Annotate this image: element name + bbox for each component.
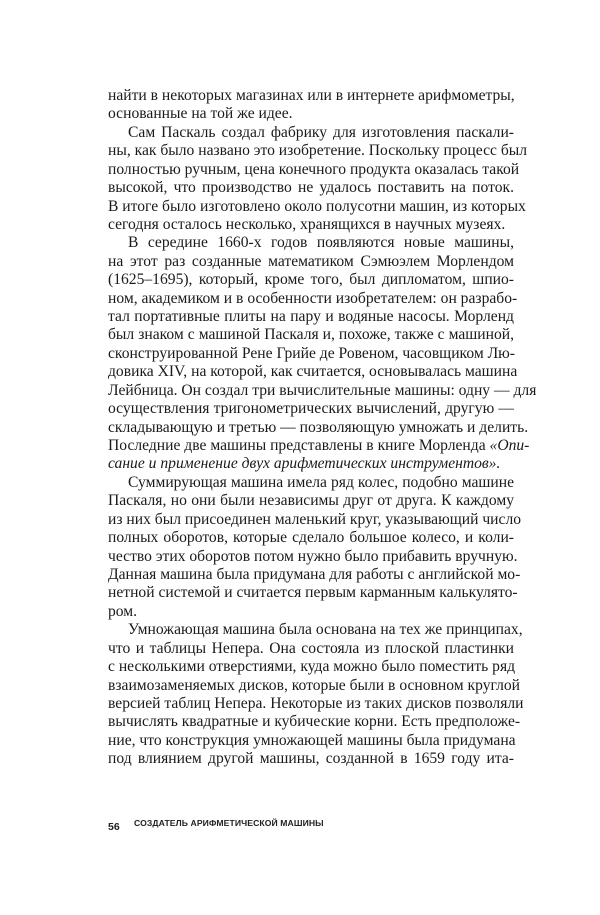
text-line: взаимозаменяемых дисков, которые были в основном круглой bbox=[108, 676, 521, 694]
text-line: под влиянием другой машины, созданной в 1659 году ита- bbox=[108, 750, 514, 768]
text-line-start: Последние две машины представлены в книге Морленда bbox=[108, 437, 486, 455]
text-line: ны, как было названо это изобретение. Поскольку процесс был bbox=[108, 142, 528, 160]
text-line: Паскаля, но они были независимы друг от друга. К каждому bbox=[108, 492, 514, 510]
text-line: на этот раз созданные математиком Сэмюэлем Морлендом bbox=[108, 252, 514, 270]
paragraph bbox=[108, 621, 524, 768]
text-line: был знаком с машиной Паскаля и, похоже, также с машиной, bbox=[108, 326, 514, 344]
text-line: полностью ручным, цена конечного продукта оказалась такой bbox=[108, 160, 520, 178]
paragraph bbox=[108, 473, 522, 621]
page-footer bbox=[108, 817, 324, 835]
text-line: версией таблиц Непера. Некоторые из таких дисков позволяли bbox=[108, 694, 524, 712]
text-line: (1625–1695), который, кроме того, был дипломатом, шпио- bbox=[108, 271, 514, 289]
text-line: сконструированной Рене Грийе де Ровеном, часовщиком Лю- bbox=[108, 344, 516, 362]
text-line: вычислять квадратные и кубические корни. Есть предположе- bbox=[108, 713, 521, 731]
text-line: ном, академиком и в особенности изобретателем: он разрабо- bbox=[108, 289, 518, 307]
running-title: СОЗДАТЕЛЬ АРИФМЕТИЧЕСКОЙ МАШИНЫ bbox=[134, 818, 324, 828]
text-line: Данная машина была придумана для работы с английской мо- bbox=[108, 565, 521, 583]
text-line: Сам Паскаль создал фабрику для изготовления паскали- bbox=[128, 123, 514, 141]
paragraph bbox=[108, 87, 514, 124]
text-line: ние, что конструкция умножающей машины была придумана bbox=[108, 731, 516, 749]
text-line: высокой, что производство не удалось поставить на поток. bbox=[108, 179, 514, 197]
text-line: ром. bbox=[108, 602, 138, 620]
text-line: довика XIV, на которой, как считается, основывалась машина bbox=[108, 363, 518, 381]
text-line: Суммирующая машина имела ряд колес, подобно машине bbox=[128, 473, 514, 491]
text-line: с несколькими отверстиями, куда можно было поместить ряд bbox=[108, 658, 516, 676]
text-line: найти в некоторых магазинах или в интернете арифмометры, bbox=[108, 87, 515, 104]
text-line: полных оборотов, которые сделало большое колесо, и коли- bbox=[108, 529, 514, 547]
text-line: из них был присоединен маленький круг, указывающий число bbox=[108, 510, 522, 528]
text-line: чество этих оборотов потом нужно было прибавить вручную. bbox=[108, 547, 518, 565]
text-line: Лейбница. Он создал три вычислительные машины: одну — для bbox=[108, 381, 537, 399]
text-line: Умножающая машина была основана на тех же принципах, bbox=[128, 621, 523, 639]
text-line bbox=[108, 437, 530, 455]
text-line: нетной системой и считается первым карманным калькулято- bbox=[108, 584, 518, 602]
text-line: основанные на той же идее. bbox=[108, 105, 293, 123]
page-number: 56 bbox=[108, 821, 120, 833]
page-body-text bbox=[108, 87, 537, 769]
text-line: В итоге было изготовлено около полусотни машин, из которых bbox=[108, 197, 526, 215]
text-line: тал портативные плиты на пару и водяные насосы. Морленд bbox=[108, 308, 514, 326]
text-line: осуществления тригонометрических вычислений, другую — bbox=[108, 400, 514, 418]
paragraph bbox=[108, 123, 528, 235]
book-title-italic-line: сание и применение двух арифметических инструментов». bbox=[108, 455, 501, 473]
book-title-italic: «Опи- bbox=[489, 437, 530, 455]
text-line: сегодня осталось несколько, хранящихся в научных музеях. bbox=[108, 215, 506, 233]
paragraph bbox=[108, 234, 537, 473]
text-line: складывающую и третью — позволяющую умножать и делить. bbox=[108, 418, 529, 436]
text-line: что и таблицы Непера. Она состояла из плоской пластинки bbox=[108, 639, 514, 657]
text-line: В середине 1660-х годов появляются новые машины, bbox=[128, 234, 514, 252]
